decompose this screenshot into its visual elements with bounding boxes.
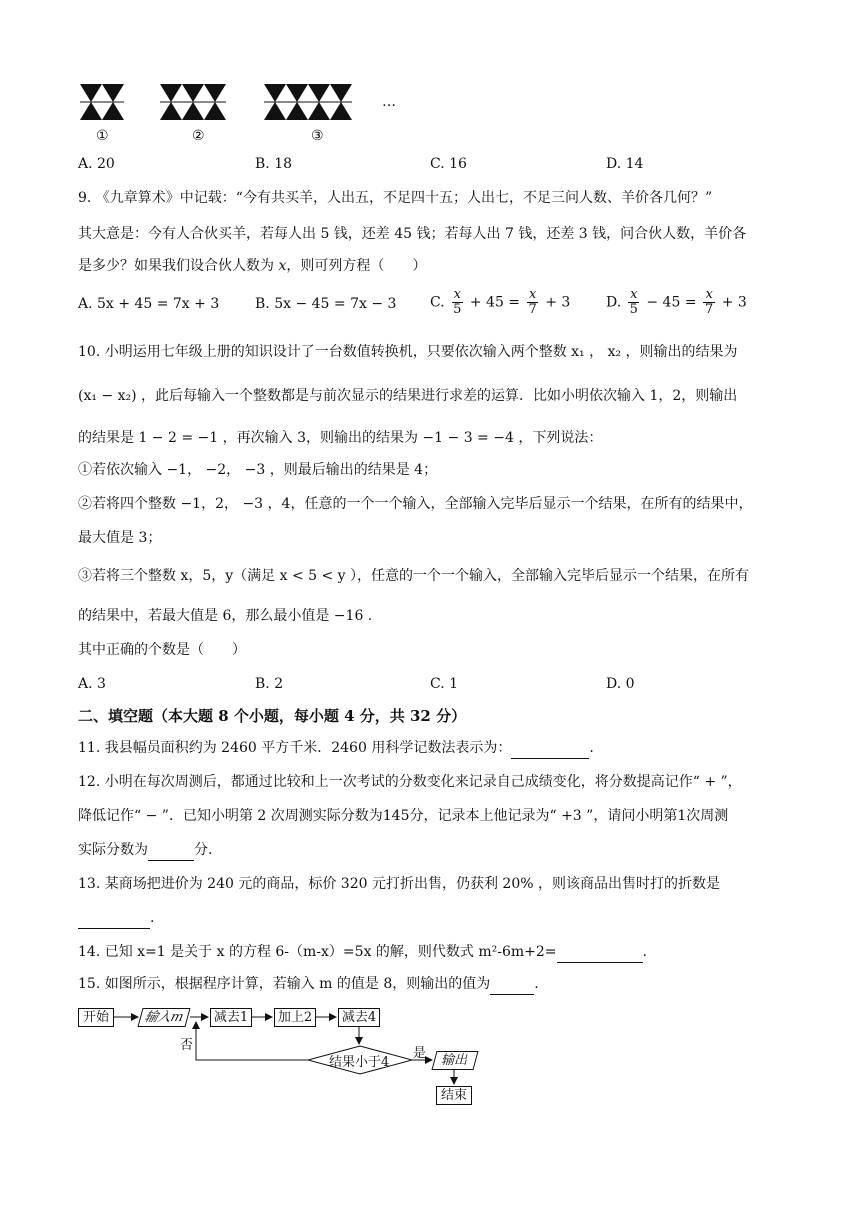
q9-line-3: 是多少？如果我们设合伙人数为 x，则可列方程（ ）	[78, 258, 427, 274]
q8-option-d: D. 14	[606, 156, 644, 172]
q10-option-c: C. 1	[430, 676, 459, 692]
q8-option-c: C. 16	[430, 156, 467, 172]
q10-statement-1: ①若依次输入 −1， −2， −3 ，则最后输出的结果是 4；	[78, 462, 438, 478]
figure-label-1: ①	[96, 128, 109, 144]
flow-input-m: 输入m	[137, 1008, 190, 1027]
q10-statement-3a: ③若将三个整数 x，5，y（满足 x < 5 < y ），任意的一个一个输入，全部输入完毕后显示一个结果，在所有	[78, 568, 750, 584]
q8-option-a: A. 20	[78, 156, 115, 172]
q8-option-b: B. 18	[255, 156, 293, 172]
q10-option-d: D. 0	[606, 676, 635, 692]
flow-step-subtract-4: 减去4	[338, 1008, 380, 1027]
q9-option-d: D. $\frac{x}{5}$ − 45 = $\frac{x}{7}$ + 3	[606, 287, 747, 317]
q10-question: 其中正确的个数是（ ）	[78, 642, 246, 658]
q10-statement-2a: ②若将四个整数 −1，2， −3 ，4，任意的一个一个输入，全部输入完毕后显示一个结果，在所有的结果中，	[78, 496, 753, 512]
figure-ellipsis: …	[382, 94, 396, 110]
q15-text: 15. 如图所示，根据程序计算，若输入 m 的值是 8，则输出的值为 .	[78, 974, 539, 995]
flow-step-subtract-1: 减去1	[210, 1008, 252, 1027]
q10-option-a: A. 3	[78, 676, 106, 692]
flow-start: 开始	[78, 1008, 114, 1027]
figure-label-2: ②	[192, 128, 205, 144]
q10-line-3: 的结果是 1 − 2 = −1 ，再次输入 3，则输出的结果为 −1 − 3 = −4 ，下列说法：	[78, 430, 603, 446]
q12-line-2: 降低记作“ − ”．已知小明第 2 次周测实际分数为145分，记录本上他记录为“ +3 ”，请问小明第1次周测	[78, 808, 729, 824]
flow-output: 输出	[431, 1051, 478, 1070]
q11-text: 11. 我县幅员面积约为 2460 平方千米．2460 用科学记数法表示为： .	[78, 738, 594, 759]
q13-line-2: .	[78, 908, 154, 929]
flow-step-add-2: 加上2	[274, 1008, 316, 1027]
q10-option-b: B. 2	[255, 676, 284, 692]
q9-line-1: 9. 《九章算术》中记载：“今有共买羊，人出五，不足四十五；人出七，不足三问人数、羊价各几何？”	[78, 190, 713, 206]
q10-line-2: (x₁ − x₂) ，此后每输入一个整数都是与前次显示的结果进行求差的运算．比如小明依次输入 1，2，则输出	[78, 388, 738, 404]
q14-text: 14. 已知 x=1 是关于 x 的方程 6-（m-x）=5x 的解，则代数式 m²-6m+2= .	[78, 942, 647, 963]
q9-option-b: B. 5x − 45 = 7x − 3	[255, 296, 397, 312]
q9-option-a: A. 5x + 45 = 7x + 3	[78, 296, 220, 312]
flow-yes-label: 是	[413, 1046, 427, 1061]
q12-line-1: 12. 小明在每次周测后，都通过比较和上一次考试的分数变化来记录自己成绩变化，将分数提高记作“ + ”，	[78, 774, 742, 790]
q12-line-3: 实际分数为 分.	[78, 840, 212, 861]
q10-statement-3b: 的结果中，若最大值是 6，那么最小值是 −16 .	[78, 608, 373, 624]
q10-statement-2b: 最大值是 3；	[78, 530, 162, 546]
q9-line-2: 其大意是：今有人合伙买羊，若每人出 5 钱，还差 45 钱；若每人出 7 钱，还差 3 钱，问合伙人数，羊价各	[78, 226, 747, 242]
q13-line-1: 13. 某商场把进价为 240 元的商品，标价 320 元打折出售，仍获利 20% ，则该商品出售时打的折数是	[78, 876, 720, 892]
figure-label-3: ③	[311, 128, 324, 144]
flow-no-label: 否	[180, 1038, 194, 1053]
q9-option-c: C. $\frac{x}{5}$ + 45 = $\frac{x}{7}$ + 3	[430, 287, 571, 317]
section-2-heading: 二、填空题（本大题 8 个小题，每小题 4 分，共 32 分）	[78, 707, 467, 725]
flow-end: 结束	[436, 1086, 472, 1105]
q10-line-1: 10. 小明运用七年级上册的知识设计了一台数值转换机，只要依次输入两个整数 x₁ ， x₂ ，则输出的结果为	[78, 344, 738, 360]
flow-decision-label: 结果小于4	[329, 1055, 390, 1070]
